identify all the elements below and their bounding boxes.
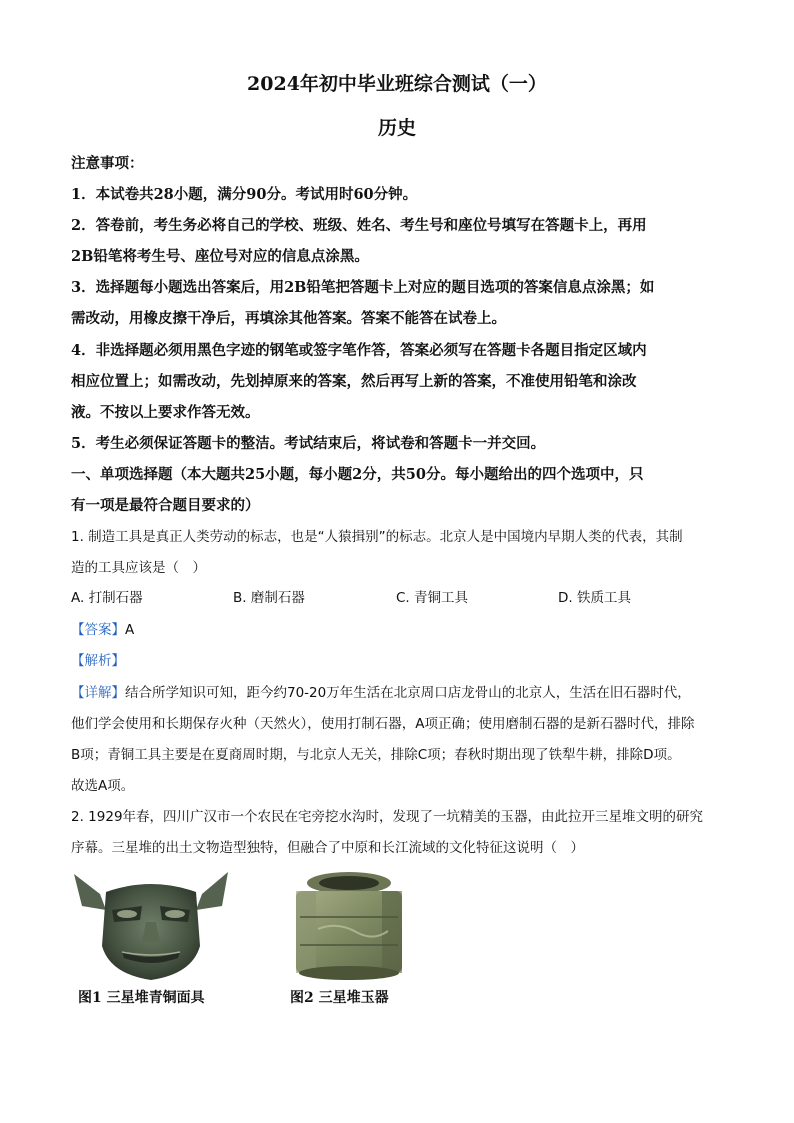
q2-stem: 2. 1929年春，四川广汉市一个农民在宅旁挖水沟时，发现了一坑精美的玉器，由此拉开三星堆文明的研究	[71, 809, 704, 825]
section-heading-cont: 有一项是最符合题目要求的）	[71, 497, 260, 514]
q1-option-a: A. 打制石器	[71, 590, 143, 606]
figure2-caption: 图2 三星堆玉器	[290, 990, 389, 1006]
notes-heading: 注意事项：	[71, 155, 144, 172]
answer-value: A	[125, 622, 135, 638]
section-heading: 一、单项选择题（本大题共25小题，每小题2分，共50分。每小题给出的四个选项中，只	[71, 466, 644, 483]
q1-detail-line: 故选A项。	[71, 778, 135, 794]
note-line: 需改动，用橡皮擦干净后，再填涂其他答案。答案不能答在试卷上。	[71, 310, 506, 327]
q1-detail-line: B项；青铜工具主要是在夏商周时期，与北京人无关，排除C项；春秋时期出现了铁犁牛耕，排除D项。	[71, 747, 681, 763]
bronze-mask-image	[72, 866, 230, 984]
q1-option-b: B. 磨制石器	[233, 590, 305, 606]
q1-detail	[71, 681, 691, 702]
note-line: 1．本试卷共28小题，满分90分。考试用时60分钟。	[71, 186, 418, 203]
q1-analysis-tag: 【解析】	[71, 653, 125, 669]
jade-cong-image	[288, 869, 410, 983]
exam-title: 2024年初中毕业班综合测试（一）	[247, 73, 547, 95]
figure1-caption: 图1 三星堆青铜面具	[78, 990, 205, 1006]
q1-stem: 1. 制造工具是真正人类劳动的标志，也是“人猿揖别”的标志。北京人是中国境内早期人类的代表，其制	[71, 529, 683, 545]
note-line: 2B铅笔将考生号、座位号对应的信息点涂黑。	[71, 248, 369, 265]
detail-text: 结合所学知识可知，距今约70-20万年生活在北京周口店龙骨山的北京人，生活在旧石器时代，	[125, 685, 691, 701]
note-line: 2．答卷前，考生务必将自己的学校、班级、姓名、考生号和座位号填写在答题卡上，再用	[71, 217, 647, 234]
q1-option-d: D. 铁质工具	[558, 590, 631, 606]
note-line: 相应位置上；如需改动，先划掉原来的答案，然后再写上新的答案，不准使用铅笔和涂改	[71, 373, 637, 390]
q2-stem-cont: 序幕。三星堆的出土文物造型独特，但融合了中原和长江流域的文化特征这说明（ ）	[71, 840, 584, 856]
q1-answer	[71, 618, 134, 639]
q1-detail-line: 他们学会使用和长期保存火种（天然火），使用打制石器，A项正确；使用磨制石器的是新石器时代，排除	[71, 716, 695, 732]
note-line: 5．考生必须保证答题卡的整洁。考试结束后，将试卷和答题卡一并交回。	[71, 435, 546, 452]
answer-tag: 【答案】	[71, 622, 125, 638]
subject-title: 历史	[377, 117, 416, 139]
note-line: 3．选择题每小题选出答案后，用2B铅笔把答题卡上对应的题目选项的答案信息点涂黑；如	[71, 279, 655, 296]
note-line: 液。不按以上要求作答无效。	[71, 404, 260, 421]
q1-stem-cont: 造的工具应该是（ ）	[71, 560, 206, 576]
q1-option-c: C. 青铜工具	[396, 590, 469, 606]
detail-tag: 【详解】	[71, 685, 125, 701]
note-line: 4．非选择题必须用黑色字迹的钢笔或签字笔作答，答案必须写在答题卡各题目指定区域内	[71, 342, 647, 359]
